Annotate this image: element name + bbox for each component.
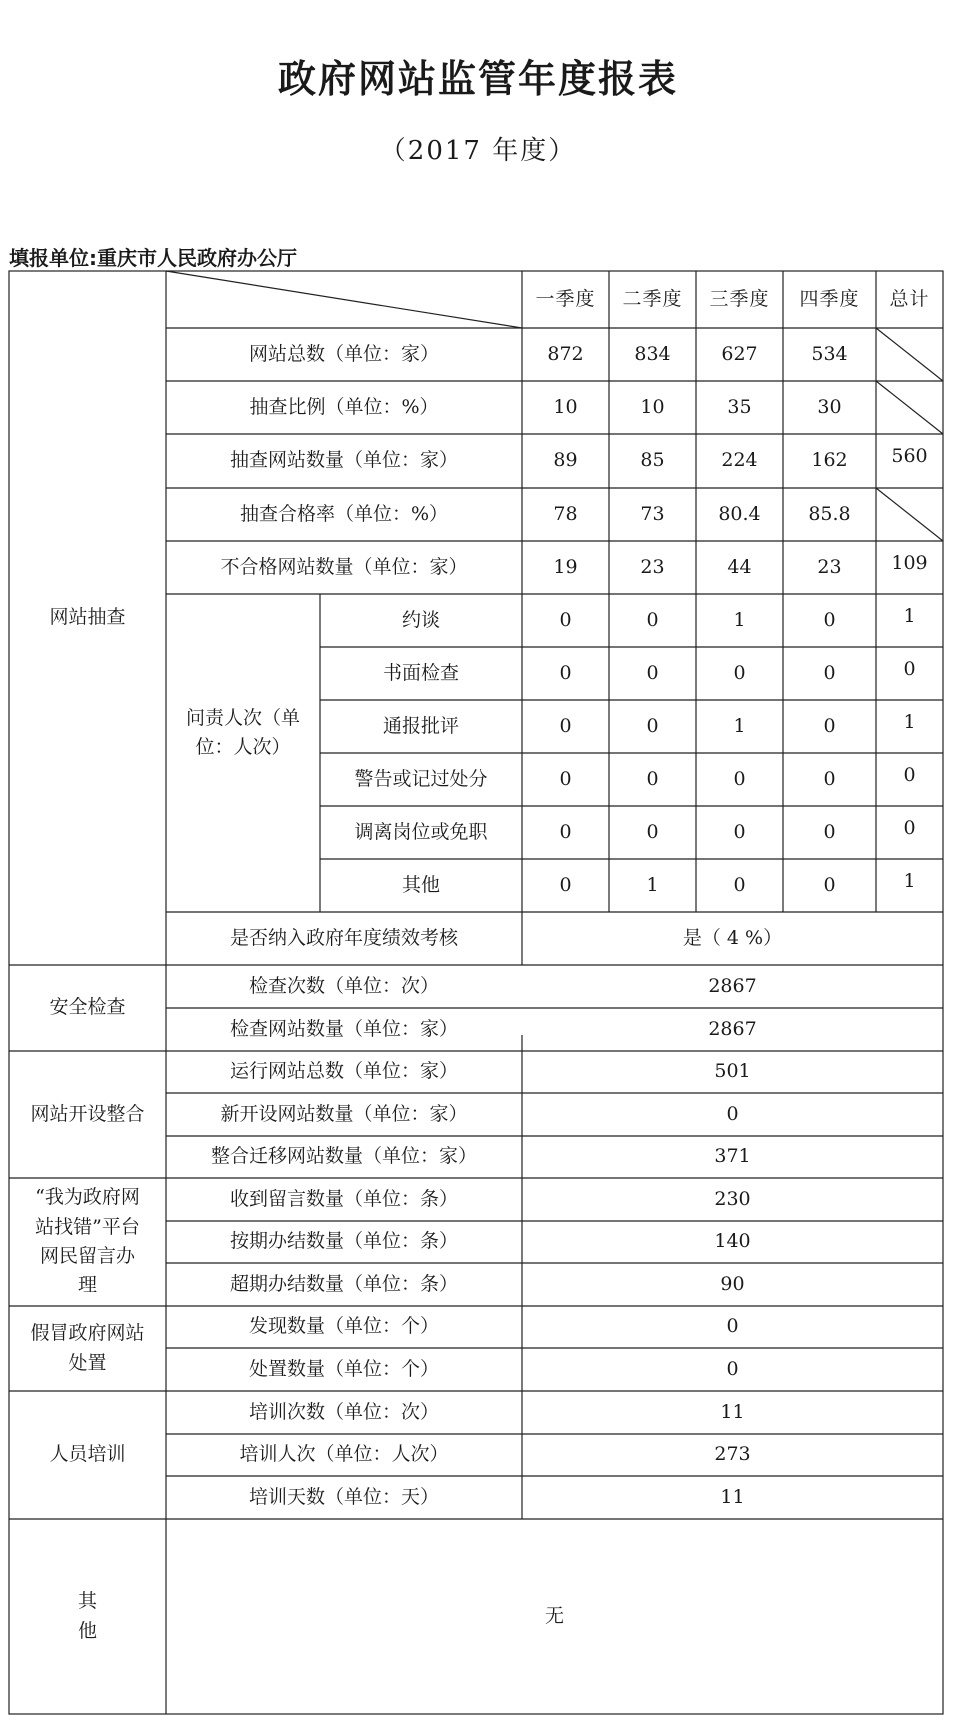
- cell-value: 1: [733, 714, 746, 737]
- row-label: 处置数量（单位：个）: [248, 1357, 439, 1380]
- cell-value: 89: [553, 449, 578, 472]
- section-message-handling: “我为政府网站找错”平台网民留言办理: [35, 1186, 140, 1297]
- header-q3: 三季度: [709, 287, 770, 310]
- row-label: 培训天数（单位：天）: [248, 1485, 439, 1508]
- row-value: 0: [726, 1102, 739, 1125]
- section-inspection: 网站抽查: [49, 606, 126, 629]
- cell-value: 0: [559, 767, 572, 790]
- cell-value: 0: [559, 714, 572, 737]
- row-label: 不合格网站数量（单位：家）: [220, 555, 468, 578]
- cell-value: 0: [823, 661, 836, 684]
- row-label: 调离岗位或免职: [354, 820, 488, 843]
- cell-total: 0: [903, 658, 916, 680]
- row-label: 收到留言数量（单位：条）: [229, 1187, 458, 1210]
- cell-value: 10: [553, 395, 578, 418]
- row-label: 网站总数（单位：家）: [248, 342, 439, 365]
- row-label: 培训次数（单位：次）: [248, 1400, 439, 1423]
- header-q1: 一季度: [535, 287, 596, 310]
- cell-value: 0: [646, 661, 659, 684]
- row-value: 501: [714, 1060, 751, 1083]
- row-label: 超期办结数量（单位：条）: [229, 1272, 458, 1295]
- cell-value: 0: [823, 714, 836, 737]
- row-label: 书面检查: [382, 661, 459, 684]
- cell-value: 35: [727, 395, 752, 418]
- row-value: 11: [720, 1400, 745, 1423]
- cell-value: 224: [721, 449, 758, 472]
- section-security: 安全检查: [49, 996, 126, 1019]
- row-label: 检查次数（单位：次）: [248, 974, 439, 997]
- cell-value: 0: [733, 873, 746, 896]
- cell-total: 109: [891, 552, 928, 574]
- row-label: 运行网站总数（单位：家）: [229, 1060, 458, 1083]
- cell-value: 872: [547, 342, 584, 365]
- cell-value: 0: [733, 820, 746, 843]
- row-value: 0: [726, 1357, 739, 1380]
- row-label: 培训人次（单位：人次）: [239, 1443, 449, 1466]
- cell-value: 0: [823, 873, 836, 896]
- cell-value: 23: [640, 555, 665, 578]
- cell-value: 627: [721, 342, 758, 365]
- section-counterfeit: 假冒政府网站处置: [30, 1322, 145, 1374]
- row-label: 抽查比例（单位：%）: [249, 395, 439, 418]
- cell-value: 0: [646, 820, 659, 843]
- cell-value: 0: [823, 767, 836, 790]
- header-q2: 二季度: [622, 287, 683, 310]
- row-label: 警告或记过处分: [354, 767, 488, 790]
- section-other: 其他: [77, 1590, 137, 1642]
- cell-value: 0: [646, 714, 659, 737]
- row-label: 发现数量（单位：个）: [248, 1315, 439, 1338]
- row-label: 抽查网站数量（单位：家）: [229, 449, 458, 472]
- row-value: 0: [726, 1315, 739, 1338]
- cell-value: 19: [553, 555, 578, 578]
- row-label: 约谈: [401, 608, 440, 631]
- cell-value: 23: [817, 555, 842, 578]
- section-training: 人员培训: [49, 1443, 126, 1466]
- report-year: （2017 年度）: [379, 136, 577, 166]
- cell-value: 0: [559, 661, 572, 684]
- cell-value: 0: [559, 608, 572, 631]
- cell-value: 534: [811, 342, 848, 365]
- row-value: 2867: [708, 1017, 757, 1040]
- section-integration: 网站开设整合: [30, 1102, 145, 1125]
- row-label: 新开设网站数量（单位：家）: [220, 1102, 468, 1125]
- cell-value: 30: [817, 395, 842, 418]
- cell-total: 1: [903, 711, 916, 733]
- row-value: 140: [714, 1230, 751, 1253]
- performance-value: 是（ 4 %）: [682, 926, 783, 949]
- cell-total: 560: [891, 445, 928, 467]
- row-label: 整合迁移网站数量（单位：家）: [210, 1145, 477, 1168]
- cell-value: 0: [559, 820, 572, 843]
- row-label: 其他: [401, 873, 440, 896]
- cell-value: 0: [733, 767, 746, 790]
- row-value: 273: [714, 1443, 751, 1466]
- cell-total: 1: [903, 870, 916, 892]
- row-label: 是否纳入政府年度绩效考核: [229, 926, 458, 949]
- row-value: 371: [714, 1145, 751, 1168]
- cell-value: 834: [634, 342, 671, 365]
- report-title: 政府网站监管年度报表: [277, 57, 678, 101]
- header-q4: 四季度: [799, 287, 860, 310]
- row-label: 检查网站数量（单位：家）: [229, 1017, 458, 1040]
- cell-value: 85.8: [808, 502, 851, 525]
- cell-value: 80.4: [718, 502, 761, 525]
- cell-value: 0: [733, 661, 746, 684]
- cell-value: 0: [559, 873, 572, 896]
- cell-total: 0: [903, 817, 916, 839]
- other-value: 无: [544, 1604, 564, 1627]
- row-value: 11: [720, 1485, 745, 1508]
- cell-value: 78: [553, 502, 578, 525]
- reporting-unit: 填报单位:重庆市人民政府办公厅: [9, 246, 297, 270]
- header-total: 总计: [889, 287, 930, 310]
- row-label: 通报批评: [382, 714, 459, 737]
- cell-total: 1: [903, 605, 916, 627]
- cell-value: 1: [733, 608, 746, 631]
- cell-value: 0: [823, 608, 836, 631]
- row-value: 90: [720, 1272, 745, 1295]
- cell-value: 85: [640, 449, 665, 472]
- cell-value: 0: [823, 820, 836, 843]
- cell-total: 0: [903, 764, 916, 786]
- cell-value: 73: [640, 502, 665, 525]
- cell-value: 0: [646, 767, 659, 790]
- row-value: 230: [714, 1187, 751, 1210]
- accountability-label: 问责人次（单位：人次）: [185, 706, 300, 758]
- cell-value: 1: [646, 873, 659, 896]
- cell-value: 162: [811, 449, 848, 472]
- row-label: 按期办结数量（单位：条）: [229, 1230, 458, 1253]
- row-value: 2867: [708, 974, 757, 997]
- row-label: 抽查合格率（单位：%）: [239, 502, 449, 525]
- cell-value: 10: [640, 395, 665, 418]
- cell-value: 0: [646, 608, 659, 631]
- cell-value: 44: [727, 555, 752, 578]
